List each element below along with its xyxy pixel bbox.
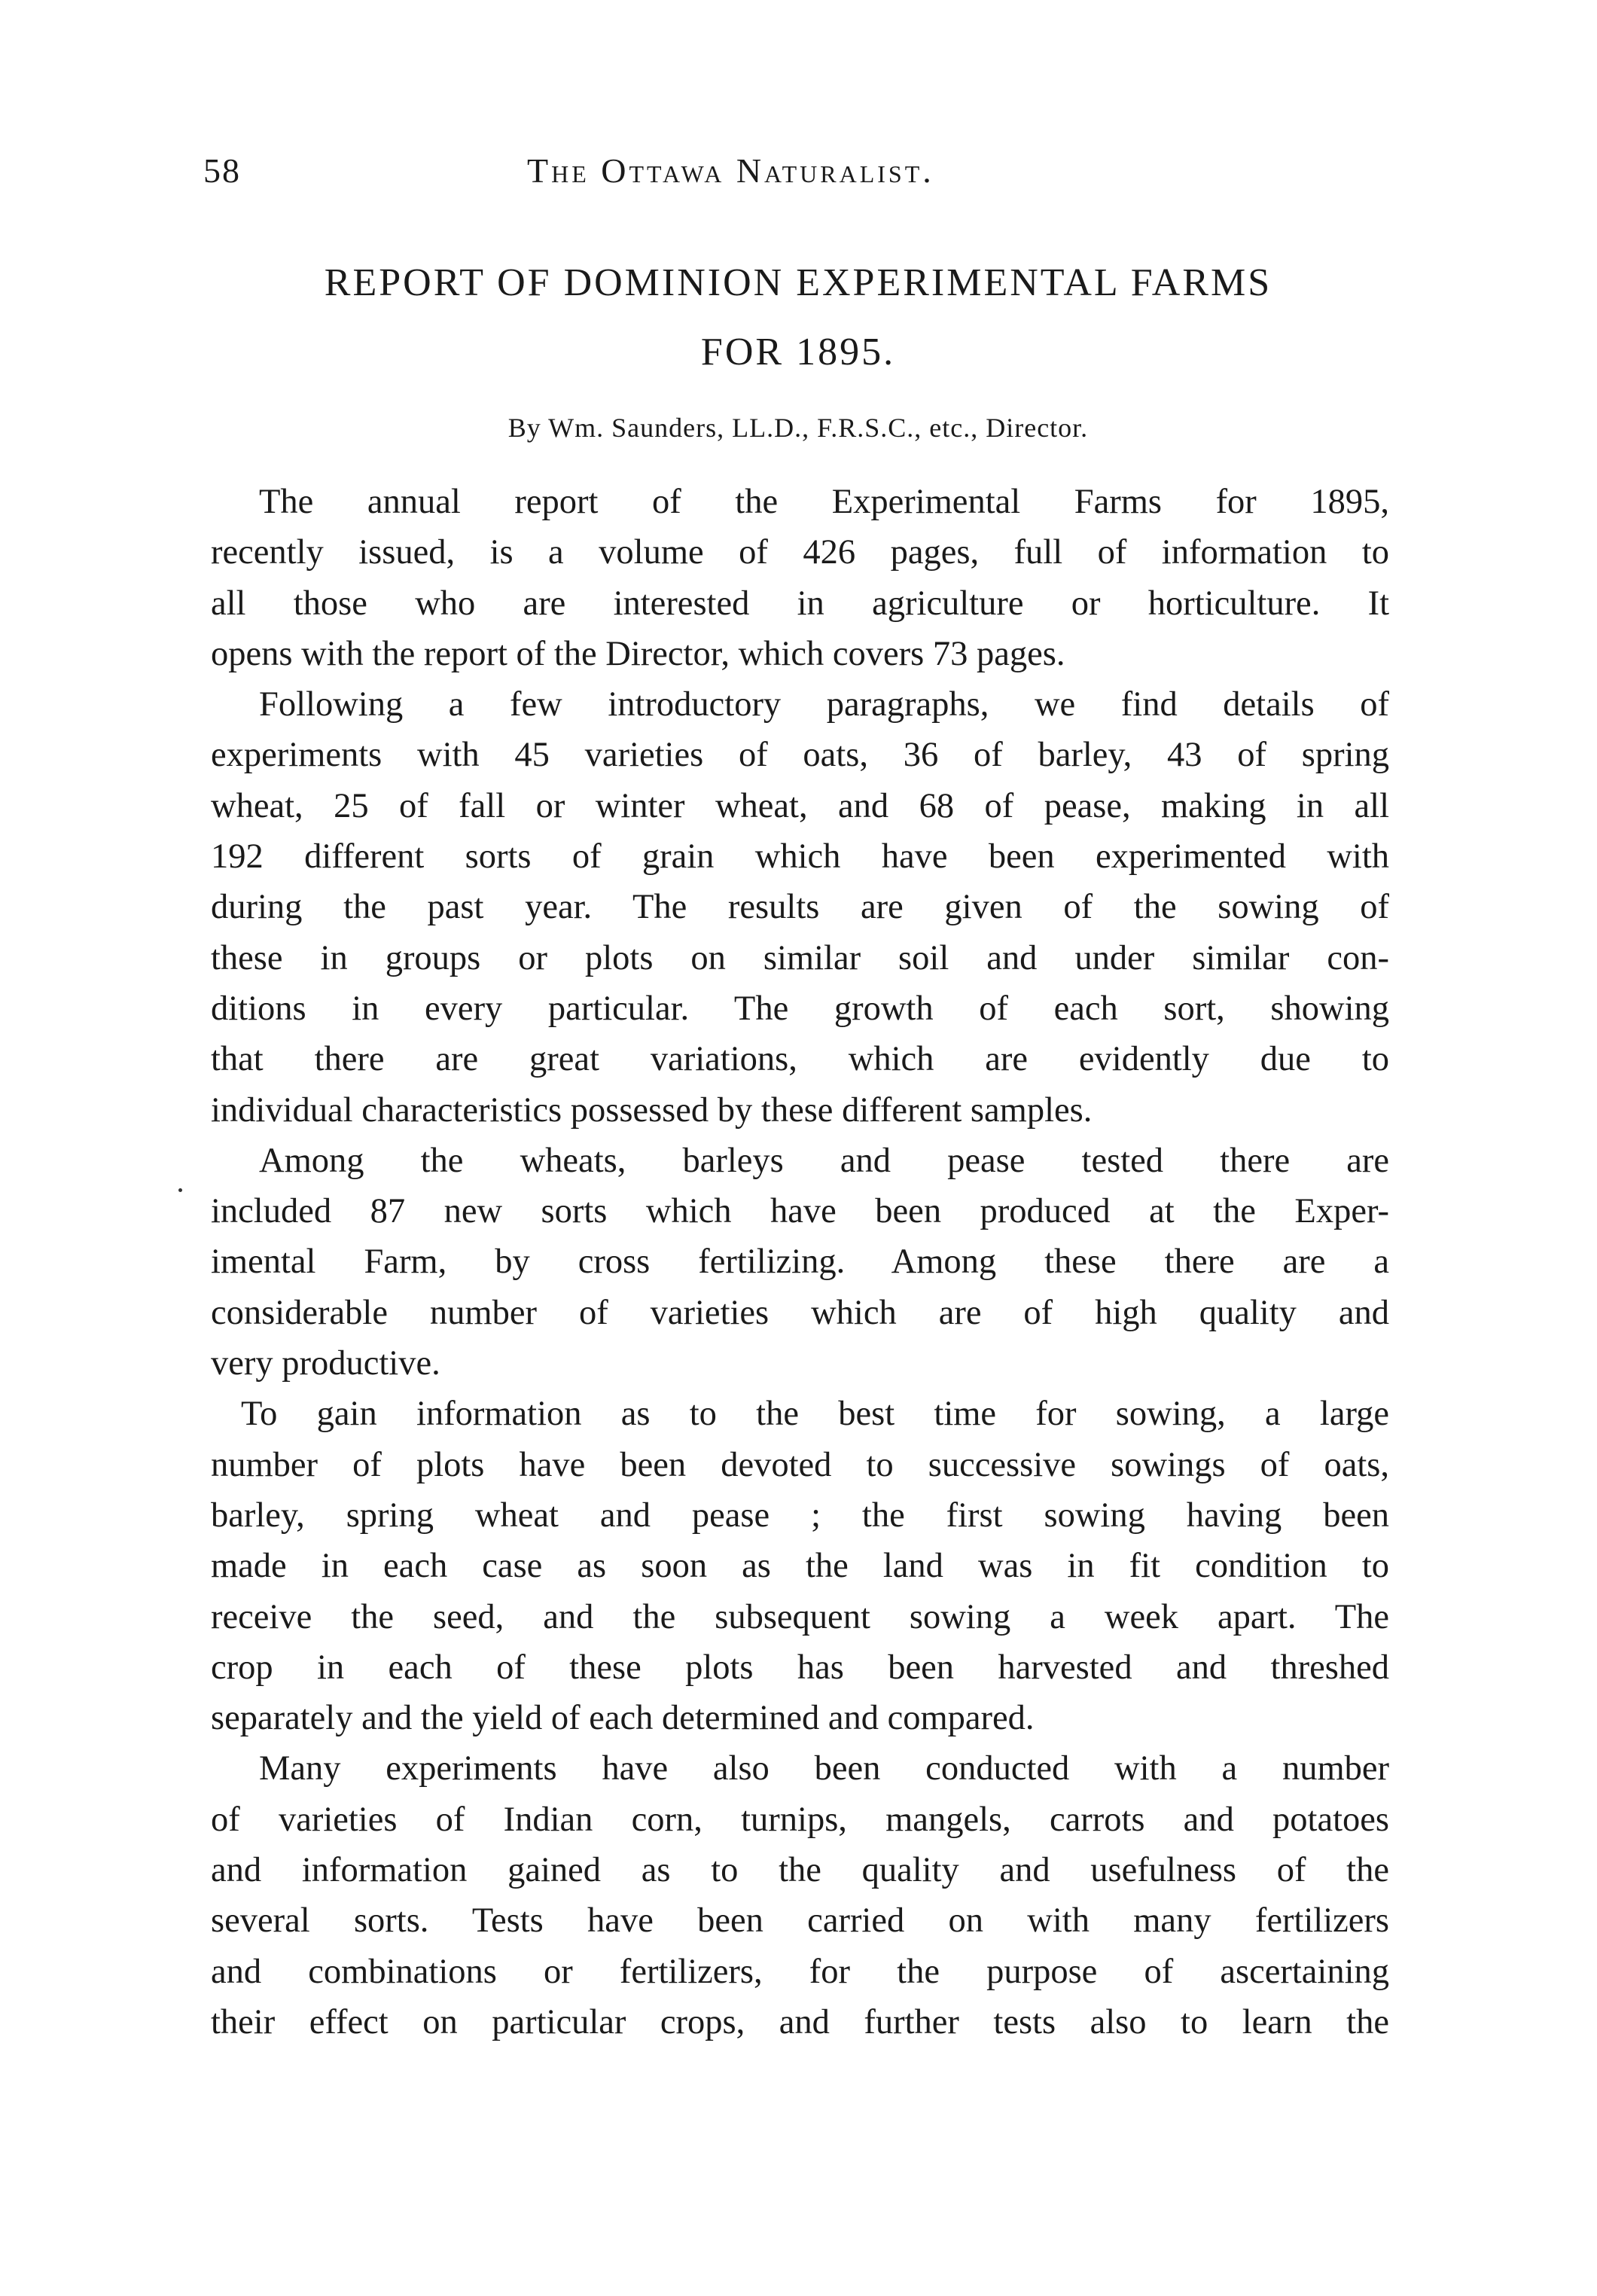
text-line: their effect on particular crops, and further tests also to learn the [211, 2002, 1389, 2041]
text-line: receive the seed, and the subsequent sowing a week apart. The [211, 1597, 1389, 1636]
text-line: considerable number of varieties which are of high quality and [211, 1293, 1389, 1332]
text-line: several sorts. Tests have been carried on with many fertilizers [211, 1901, 1389, 1941]
text-line: wheat, 25 of fall or winter wheat, and 68 of pease, making in all [211, 786, 1389, 825]
paragraph [211, 477, 1389, 679]
margin-mark [178, 1188, 182, 1192]
text-line: barley, spring wheat and pease ; the first sowing having been [211, 1496, 1389, 1535]
text-line: during the past year. The results are given of the sowing of [211, 888, 1389, 927]
text-line: all those who are interested in agriculture or horticulture. It [211, 584, 1389, 623]
text-line: To gain information as to the best time for sowing, a large [241, 1395, 1389, 1434]
text-line: individual characteristics possessed by these different samples. [211, 1090, 1093, 1130]
text-line: these in groups or plots on similar soil and under similar con- [211, 938, 1389, 977]
text-line: made in each case as soon as the land was in fit condition to [211, 1547, 1389, 1586]
byline: By Wm. Saunders, LL.D., F.R.S.C., etc., Director. [507, 413, 1089, 443]
page-number: 58 [203, 151, 241, 190]
text-line: of varieties of Indian corn, turnips, mangels, carrots and potatoes [211, 1800, 1389, 1839]
text-line: and information gained as to the quality and usefulness of the [211, 1851, 1389, 1890]
text-line: included 87 new sorts which have been produced at the Exper- [211, 1192, 1389, 1231]
text-line: and combinations or fertilizers, for the purpose of ascertaining [211, 1952, 1389, 1991]
text-line: very productive. [211, 1344, 440, 1383]
paragraph [211, 679, 1389, 1136]
article-body [211, 477, 1389, 2047]
text-line: recently issued, is a volume of 426 pages, full of information to [211, 533, 1389, 572]
text-line: experiments with 45 varieties of oats, 36 of barley, 43 of spring [211, 736, 1389, 775]
text-line: ditions in every particular. The growth of each sort, showing [211, 989, 1389, 1028]
text-line: opens with the report of the Director, which covers 73 pages. [211, 634, 1065, 673]
text-line: The annual report of the Experimental Farms for 1895, [259, 483, 1389, 521]
text-line: Among the wheats, barleys and pease tested there are [259, 1141, 1389, 1180]
paragraph [211, 1743, 1389, 2047]
text-line: separately and the yield of each determined and compared. [211, 1699, 1035, 1738]
article-title-line: FOR 1895. [700, 331, 896, 374]
paragraph [211, 1389, 1389, 1743]
text-line: 192 different sorts of grain which have been experimented with [211, 837, 1389, 877]
text-line: Following a few introductory paragraphs, we find details of [259, 685, 1389, 724]
article-title-line: REPORT OF DOMINION EXPERIMENTAL FARMS [324, 261, 1272, 304]
text-line: Many experiments have also been conducted with a number [259, 1749, 1389, 1788]
text-line: imental Farm, by cross fertilizing. Among these there are a [211, 1243, 1389, 1282]
text-line: that there are great variations, which are evidently due to [211, 1040, 1389, 1079]
journal-title: The Ottawa Naturalist. [527, 151, 934, 190]
text-line: number of plots have been devoted to successive sowings of oats, [211, 1445, 1389, 1484]
text-line: crop in each of these plots has been harvested and threshed [211, 1648, 1389, 1687]
running-head [203, 151, 1393, 203]
article-title [203, 249, 1393, 387]
paragraph [211, 1136, 1389, 1389]
